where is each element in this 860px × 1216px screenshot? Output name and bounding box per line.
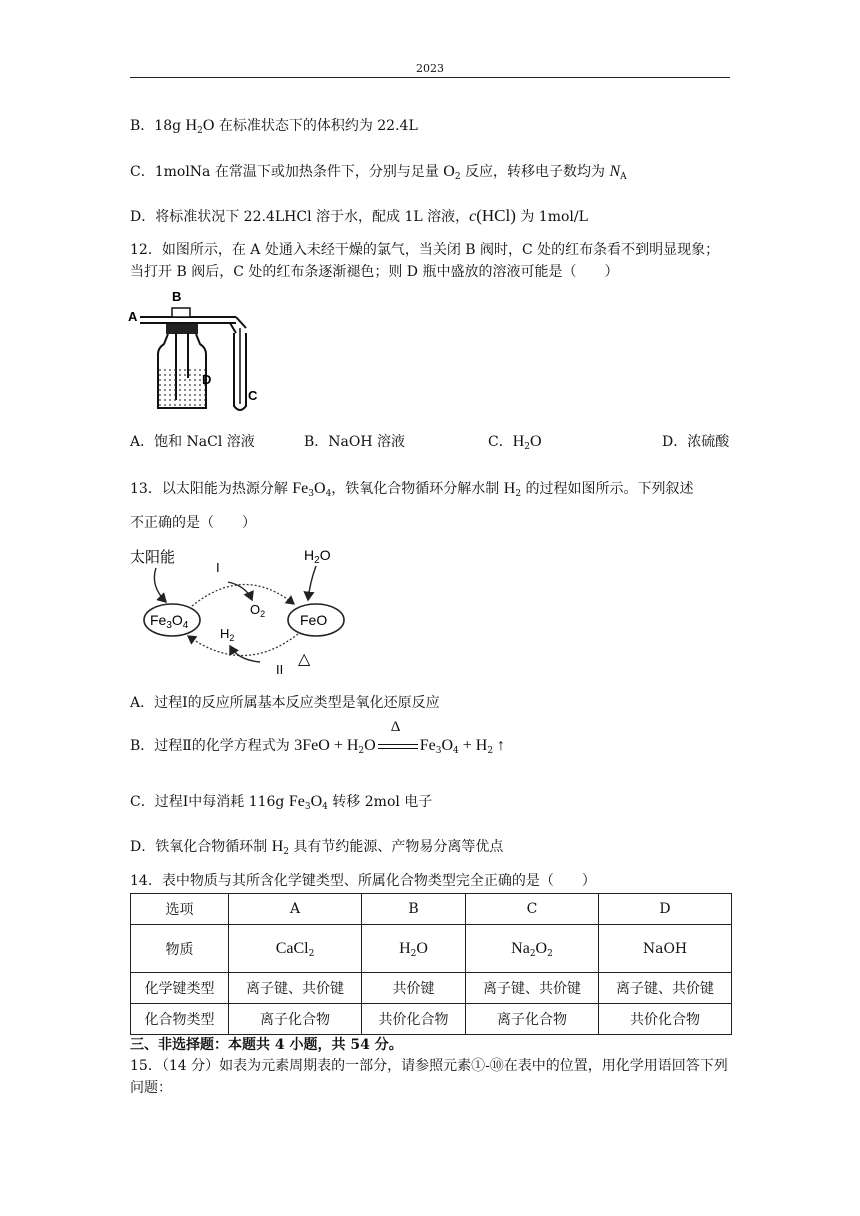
subscript: 2	[547, 948, 553, 959]
q12-option-b: B．NaOH 溶液	[304, 434, 406, 450]
concentration-symbol: c	[469, 208, 477, 225]
o2-label: $O_2$	[250, 602, 266, 619]
formula: + H	[458, 737, 488, 754]
text: 为 1mol/L	[515, 209, 588, 225]
subscript: 2	[524, 442, 531, 452]
feo-label: FeO	[300, 612, 328, 628]
subscript: 2	[529, 948, 536, 959]
table-cell: 离子键、共价键	[466, 973, 599, 1004]
label-b: B	[172, 289, 182, 304]
subscript: 2	[515, 489, 522, 499]
subscript: 2	[358, 746, 365, 756]
text: C．1molNa 在常温下或加热条件下，分别与足量	[130, 164, 444, 180]
heat-symbol: △	[298, 651, 311, 668]
formula: O	[310, 793, 323, 810]
subscript: 2	[308, 948, 315, 959]
text: ，铁氧化合物循环分解水制	[331, 481, 504, 497]
formula: H	[271, 838, 284, 855]
equals-bar-top	[378, 744, 418, 745]
text: 具有节约能源、产物易分离等优点	[288, 839, 504, 855]
formula: H	[399, 939, 411, 957]
step-i-label: I	[216, 560, 220, 575]
q15-stem: 15．（14 分）如表为元素周期表的一部分，请参照元素①-⑩在表中的位置，用化学用语回答下列问题：	[130, 1058, 728, 1096]
subscript: A	[620, 172, 627, 182]
q14-stem: 14．表中物质与其所含化学键类型、所属化合物类型完全正确的是（ ）	[130, 873, 596, 889]
formula: Fe	[292, 480, 309, 497]
formula: NaOH	[642, 940, 688, 957]
formula: CaCl	[275, 939, 309, 957]
text: D．铁氧化合物循环制	[130, 839, 272, 855]
text: C．	[488, 434, 513, 450]
table-cell: 共价键	[362, 973, 466, 1004]
table-cell: C	[466, 894, 599, 925]
q11-option-c	[130, 163, 627, 181]
table-row-substance	[131, 925, 732, 973]
q12-option-a: A．饱和 NaCl 溶液	[130, 434, 255, 450]
water-label: $H_2O$	[304, 547, 331, 566]
avogadro-symbol: N	[609, 163, 621, 180]
formula: O	[530, 433, 542, 450]
text: B．18g	[130, 118, 186, 134]
text: C．过程Ⅰ中每消耗 116g	[130, 794, 289, 810]
subscript: 4	[325, 489, 332, 499]
table-cell: A	[229, 894, 362, 925]
table-cell: 离子化合物	[229, 1004, 362, 1035]
gas-arrow: ↑	[493, 737, 506, 754]
formula: H	[503, 480, 516, 497]
table-cell: 离子键、共价键	[599, 973, 732, 1004]
subscript: 2	[197, 126, 203, 136]
delta-symbol: Δ	[390, 719, 401, 735]
subscript: 3	[308, 489, 314, 499]
table-cell: 离子键、共价键	[229, 973, 362, 1004]
text: 的过程如图所示。下列叙述	[521, 481, 694, 497]
equals-bar-bottom	[378, 748, 418, 749]
table-cell	[362, 925, 466, 973]
subscript: 3	[435, 746, 442, 756]
formula: O	[202, 117, 215, 134]
subscript: 4	[453, 746, 459, 756]
table-cell: 离子化合物	[466, 1004, 599, 1035]
q11-option-b	[130, 117, 418, 135]
header-rule	[130, 77, 730, 78]
q12-stem: 12．如图所示，在 A 处通入未经干燥的氯气，当关闭 B 阀时，C 处的红布条看不到明显现象；当打开 B 阀后，C 处的红布条逐渐褪色；则 D 瓶中盛放的溶液可能是（ ）	[130, 242, 720, 280]
q12-option-c	[488, 433, 542, 451]
table-cell	[599, 925, 732, 973]
q13-option-a: A．过程Ⅰ的反应所属基本反应类型是氧化还原反应	[130, 695, 440, 711]
h2-label: $H_2$	[220, 626, 235, 643]
q14-table	[130, 893, 732, 1035]
page-header-year: 2023	[416, 62, 444, 75]
text: 反应，转移电子数均为	[460, 164, 610, 180]
step-ii-label: II	[276, 662, 284, 677]
section-3-heading: 三、非选择题：本题共 4 小题，共 54 分。	[130, 1037, 403, 1053]
subscript: 2	[487, 746, 494, 756]
text: 在标准状态下的体积约为 22.4L	[214, 118, 418, 134]
table-header-row	[131, 894, 732, 925]
q13-cycle-diagram	[128, 542, 368, 682]
text: D．将标准状况下 22.4LHCl 溶于水，配成 1L 溶液，	[130, 209, 470, 225]
q13-stem-line2: 不正确的是（ ）	[130, 515, 256, 531]
q11-option-d	[130, 207, 588, 226]
table-cell: 化合物类型	[131, 1004, 229, 1035]
label-c: C	[248, 388, 258, 403]
q13-option-b	[130, 719, 506, 756]
label-d: D	[202, 372, 212, 387]
subscript: 3	[304, 802, 311, 812]
equation-left: 3FeO + H	[294, 737, 359, 754]
table-row-bond	[131, 973, 732, 1004]
table-row-compound	[131, 1004, 732, 1035]
q12-apparatus-figure	[128, 288, 273, 418]
table-cell	[229, 925, 362, 973]
table-cell: 共价化合物	[362, 1004, 466, 1035]
formula: O	[314, 480, 326, 497]
formula: O	[364, 737, 376, 754]
label-a: A	[128, 309, 138, 324]
subscript: 4	[322, 802, 328, 812]
formula: Fe	[288, 793, 305, 810]
formula: O	[535, 939, 548, 957]
formula: O	[441, 737, 453, 754]
table-cell: 化学键类型	[131, 973, 229, 1004]
fe3o4-label: $Fe_3O_4$	[150, 612, 189, 631]
table-cell: 选项	[131, 894, 229, 925]
q12-option-d: D．浓硫酸	[662, 434, 730, 450]
text: 13．以太阳能为热源分解	[130, 481, 293, 497]
subscript: 2	[283, 847, 289, 857]
equation-right: Fe	[419, 737, 436, 754]
subscript: 2	[410, 948, 417, 959]
reaction-condition	[376, 719, 420, 754]
formula: O	[443, 163, 455, 180]
text: B．过程Ⅱ的化学方程式为	[130, 738, 295, 754]
table-cell: 物质	[131, 925, 229, 973]
table-cell: B	[362, 894, 466, 925]
q13-stem-line1	[130, 480, 694, 498]
table-cell: D	[599, 894, 732, 925]
text: 转移 2mol 电子	[327, 794, 433, 810]
formula: H	[185, 117, 198, 134]
q13-option-c	[130, 793, 432, 811]
table-cell	[466, 925, 599, 973]
q13-option-d	[130, 838, 503, 856]
table-cell: 共价化合物	[599, 1004, 732, 1035]
formula: (HCl)	[476, 206, 516, 225]
formula: O	[416, 939, 428, 957]
formula: H	[512, 433, 525, 450]
solar-energy-label: 太阳能	[130, 549, 176, 566]
formula: Na	[511, 939, 530, 957]
subscript: 2	[454, 172, 461, 182]
